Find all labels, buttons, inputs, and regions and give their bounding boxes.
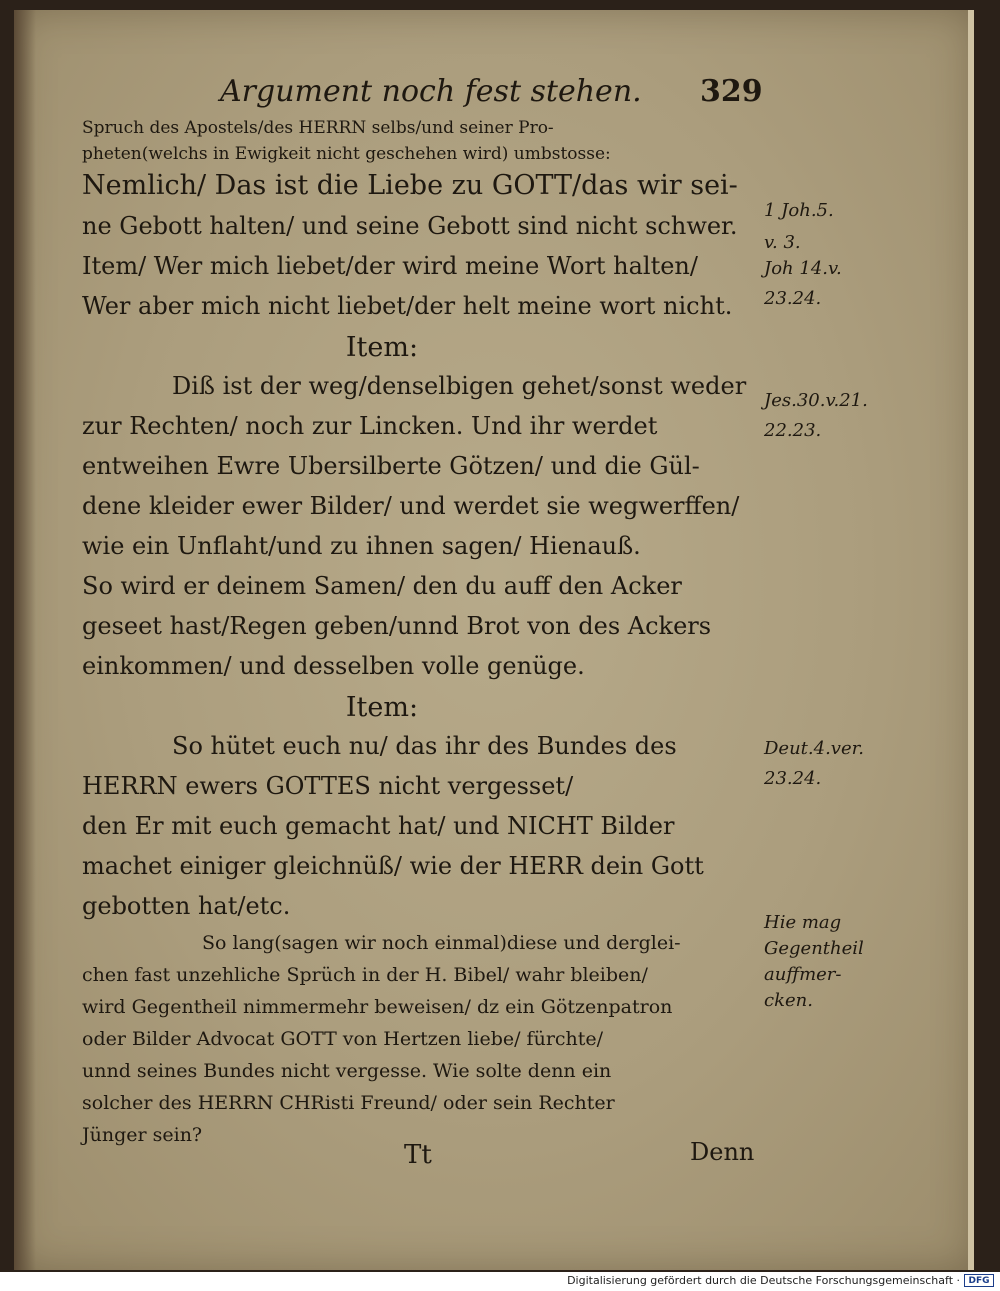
margin-note: 23.24. <box>764 288 822 309</box>
text-line: oder Bilder Advocat GOTT von Hertzen liebe/ fürchte/ <box>82 1028 604 1050</box>
text-line: unnd seines Bundes nicht vergesse. Wie solte denn ein <box>82 1060 612 1082</box>
text-line: pheten(welchs in Ewigkeit nicht geschehen wird) umbstosse: <box>82 144 611 164</box>
margin-note: Joh 14.v. <box>764 258 842 279</box>
margin-note: Deut.4.ver. <box>764 738 864 759</box>
text-line: gebotten hat/etc. <box>82 892 291 920</box>
text-line: So wird er deinem Samen/ den du auff den Acker <box>82 572 682 600</box>
digitization-credit: Digitalisierung gefördert durch die Deutsche Forschungsgemeinschaft · <box>567 1274 960 1287</box>
text-line: HERRN ewers GOTTES nicht vergesset/ <box>82 772 574 800</box>
item-heading: Item: <box>345 692 419 723</box>
text-line: zur Rechten/ noch zur Lincken. Und ihr werdet <box>82 412 658 440</box>
text-line: den Er mit euch gemacht hat/ und NICHT Bilder <box>82 812 675 840</box>
text-line: ne Gebott halten/ und seine Gebott sind nicht schwer. <box>82 212 738 240</box>
text-line: Jünger sein? <box>82 1124 203 1146</box>
text-line: wie ein Unflaht/und zu ihnen sagen/ Hienauß. <box>82 532 641 560</box>
margin-note: Gegentheil <box>764 938 864 959</box>
margin-note: 1 Joh.5. <box>764 200 834 221</box>
page-gutter-shadow <box>14 10 36 1270</box>
text-line: Item/ Wer mich liebet/der wird meine Wort halten/ <box>82 252 698 280</box>
text-line: geseet hast/Regen geben/unnd Brot von des Ackers <box>82 612 712 640</box>
signature-mark: Tt <box>404 1140 432 1170</box>
running-head: Argument noch fest stehen. <box>220 74 642 109</box>
catchword: Denn <box>690 1138 755 1166</box>
margin-note: Jes.30.v.21. <box>764 390 868 411</box>
margin-note: 22.23. <box>764 420 822 441</box>
text-line: wird Gegentheil nimmermehr beweisen/ dz ein Götzenpatron <box>82 996 673 1018</box>
page-number: 329 <box>700 74 763 109</box>
dfg-logo: DFG <box>964 1274 994 1287</box>
text-line: Diß ist der weg/denselbigen gehet/sonst weder <box>172 372 747 400</box>
page-edge <box>968 10 974 1270</box>
text-line: chen fast unzehliche Sprüch in der H. Bibel/ wahr bleiben/ <box>82 964 648 986</box>
text-line: einkommen/ und desselben volle genüge. <box>82 652 585 680</box>
margin-note: 23.24. <box>764 768 822 789</box>
text-line: entweihen Ewre Ubersilberte Götzen/ und die Gül- <box>82 452 700 480</box>
text-line: machet einiger gleichnüß/ wie der HERR dein Gott <box>82 852 704 880</box>
text-line: Spruch des Apostels/des HERRN selbs/und seiner Pro- <box>82 118 554 138</box>
margin-note: v. 3. <box>764 232 801 253</box>
text-line: solcher des HERRN CHRisti Freund/ oder sein Rechter <box>82 1092 615 1114</box>
text-line: So lang(sagen wir noch einmal)diese und derglei- <box>202 932 681 954</box>
margin-note: Hie mag <box>764 912 842 933</box>
text-line: Wer aber mich nicht liebet/der helt meine wort nicht. <box>82 292 733 320</box>
margin-note: auffmer- <box>764 964 842 985</box>
item-heading: Item: <box>345 332 419 363</box>
margin-note: cken. <box>764 990 813 1011</box>
text-line: dene kleider ewer Bilder/ und werdet sie wegwerffen/ <box>82 492 740 520</box>
text-line: So hütet euch nu/ das ihr des Bundes des <box>172 732 677 760</box>
text-line: Nemlich/ Das ist die Liebe zu GOTT/das wir sei- <box>82 170 738 201</box>
body-text <box>82 120 772 1158</box>
